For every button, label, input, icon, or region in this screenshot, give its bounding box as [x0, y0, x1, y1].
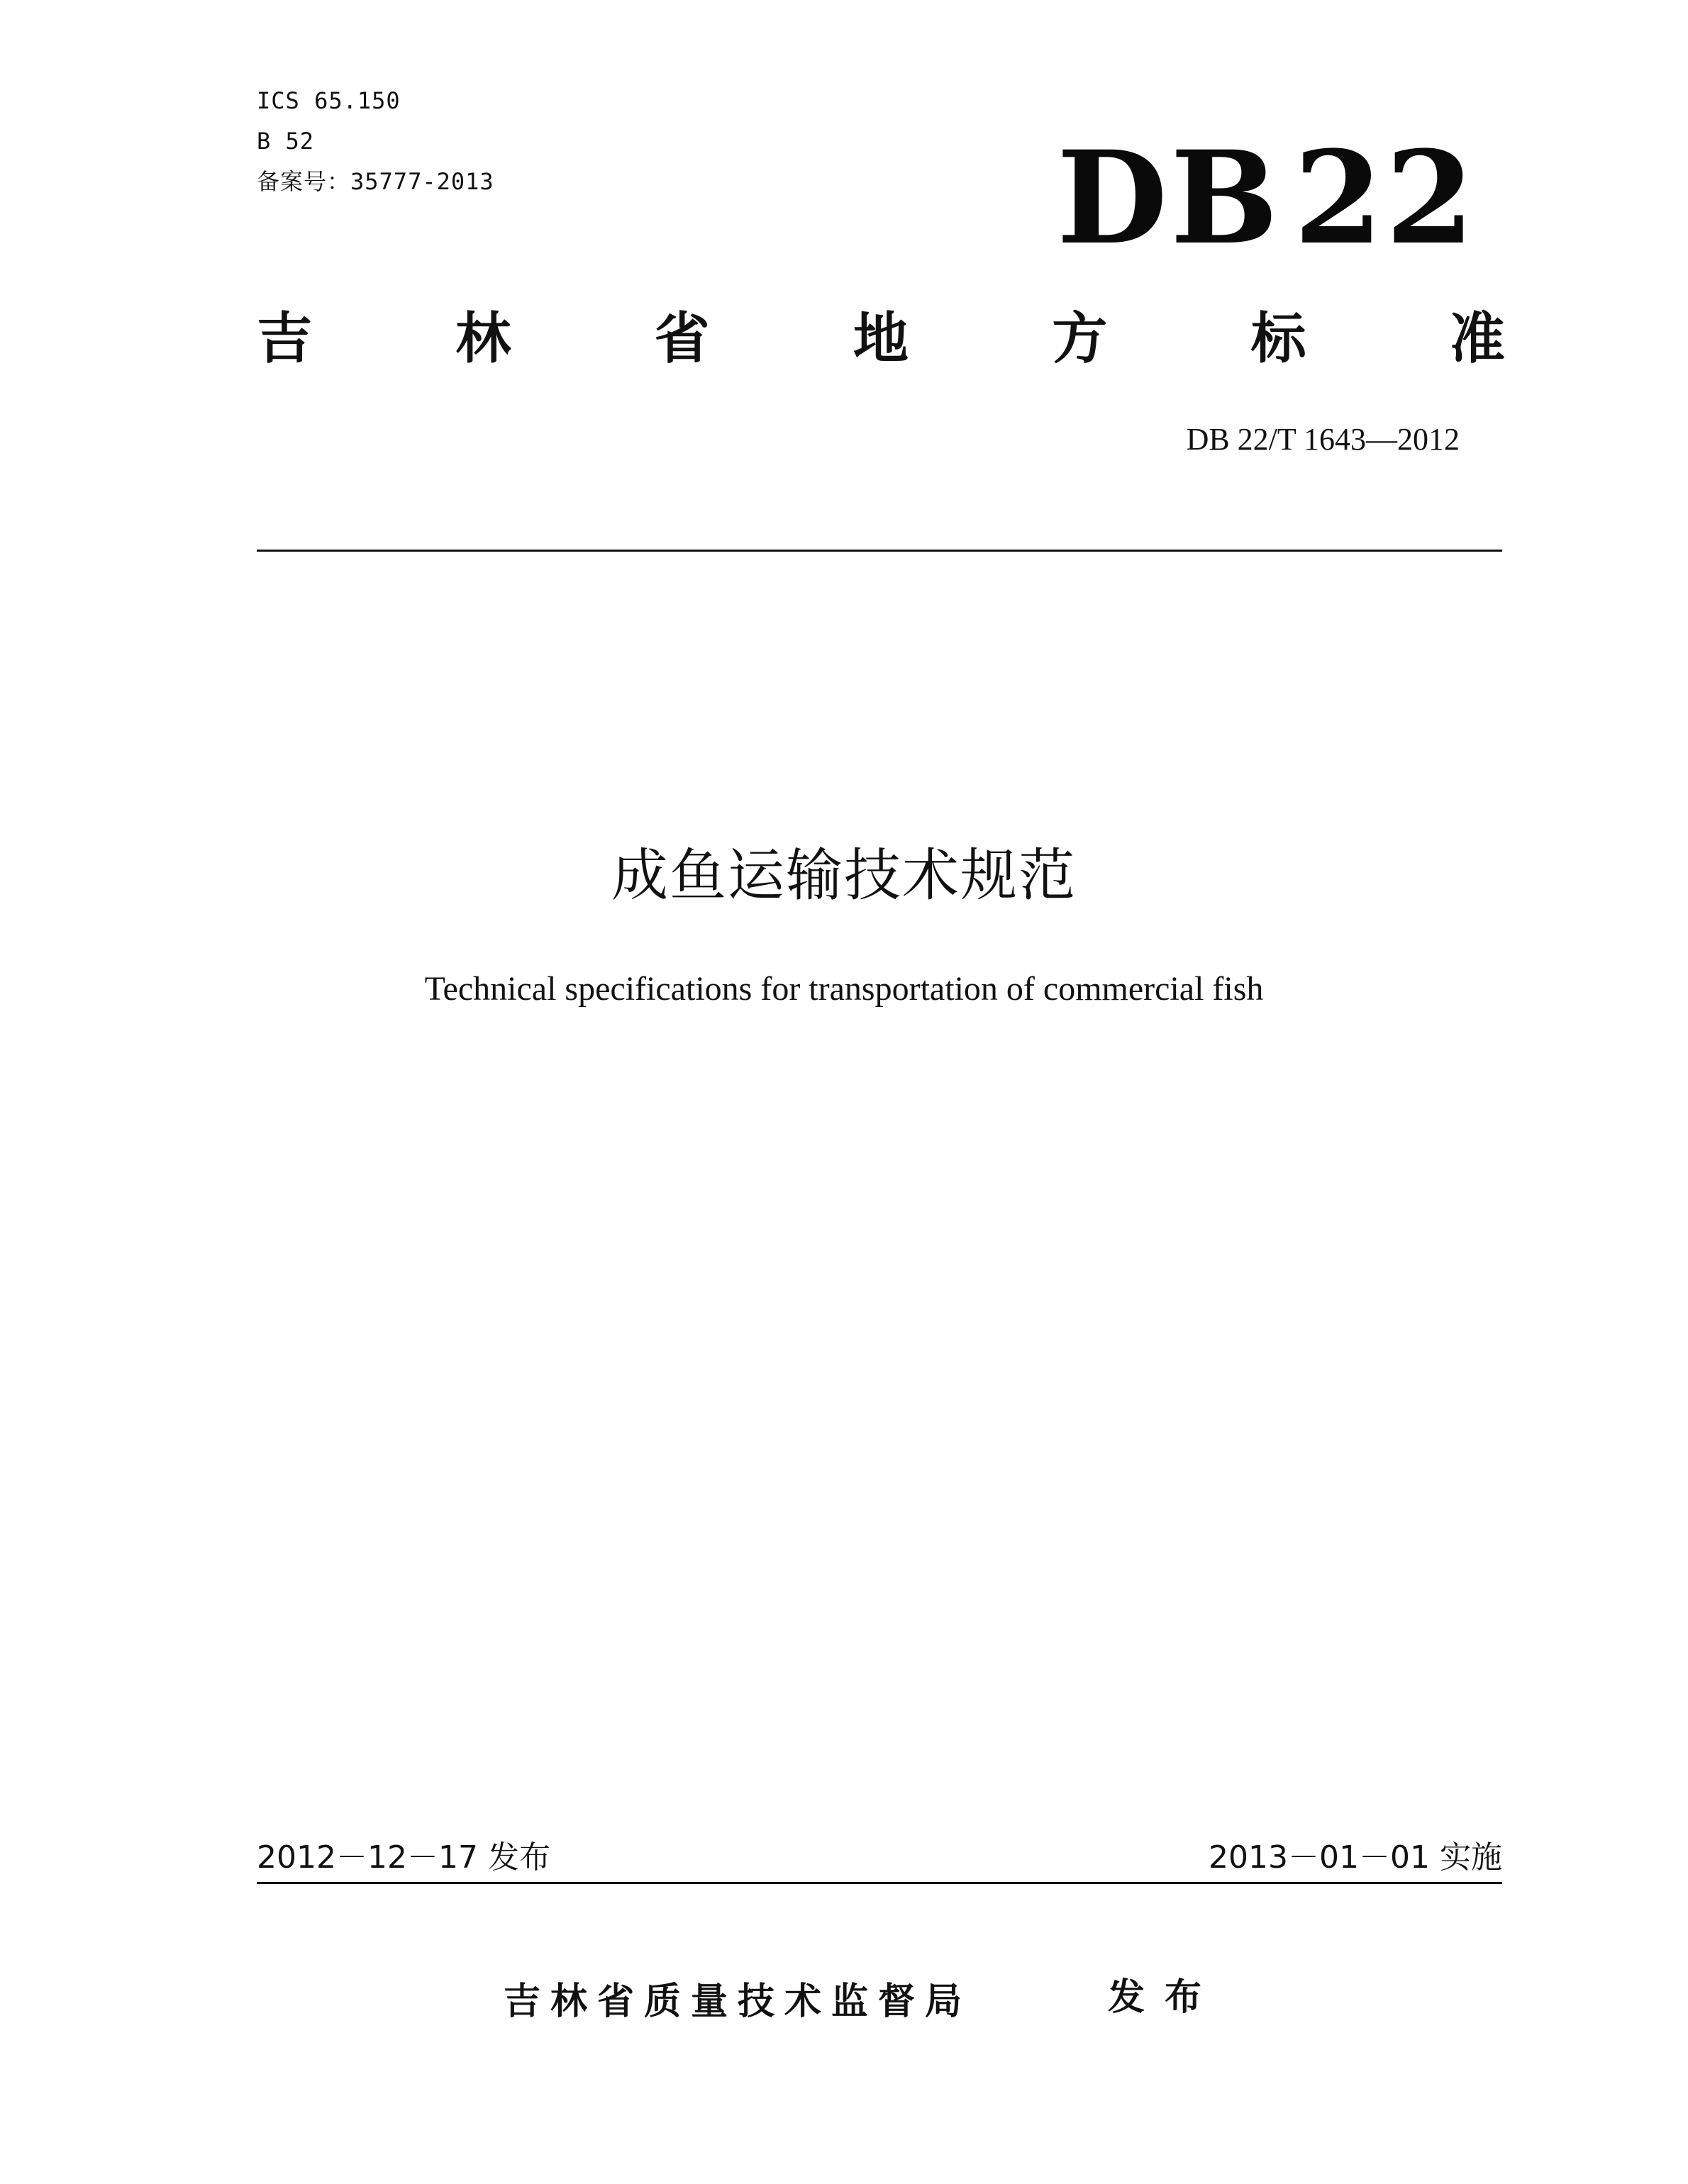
- logo-prefix: DB: [1057, 123, 1282, 273]
- standard-type-char: 方: [1052, 307, 1108, 371]
- standard-type-char: 标: [1250, 307, 1306, 371]
- classification-codes: [257, 81, 494, 202]
- standard-type-char: 吉: [257, 307, 313, 371]
- bottom-divider: [257, 1882, 1502, 1884]
- implementation-date: 2013－01－01 实施: [1209, 1839, 1502, 1876]
- standard-number: DB 22/T 1643—2012: [1186, 422, 1460, 457]
- standard-type-heading: [257, 303, 1505, 374]
- standard-type-char: 省: [654, 307, 710, 371]
- issue-date: 2012－12－17 发布: [257, 1839, 550, 1876]
- title-english: Technical specifications for transportation of commercial fish: [424, 970, 1264, 1008]
- issue-label: 发布: [1108, 1976, 1222, 2019]
- ccs-code: B 52: [257, 128, 315, 155]
- standard-type-char: 准: [1449, 307, 1505, 371]
- top-divider: [257, 550, 1502, 552]
- ics-code: ICS 65.150: [257, 87, 401, 114]
- standard-type-char: 地: [853, 307, 909, 371]
- issuing-authority: 吉林省质量技术监督局: [504, 1980, 972, 2023]
- filing-number: 备案号：35777-2013: [257, 168, 494, 195]
- title-chinese: 成鱼运输技术规范: [611, 842, 1077, 908]
- logo-number: 22: [1294, 123, 1477, 273]
- standard-logo: [1057, 123, 1477, 273]
- standard-type-char: 林: [455, 307, 511, 371]
